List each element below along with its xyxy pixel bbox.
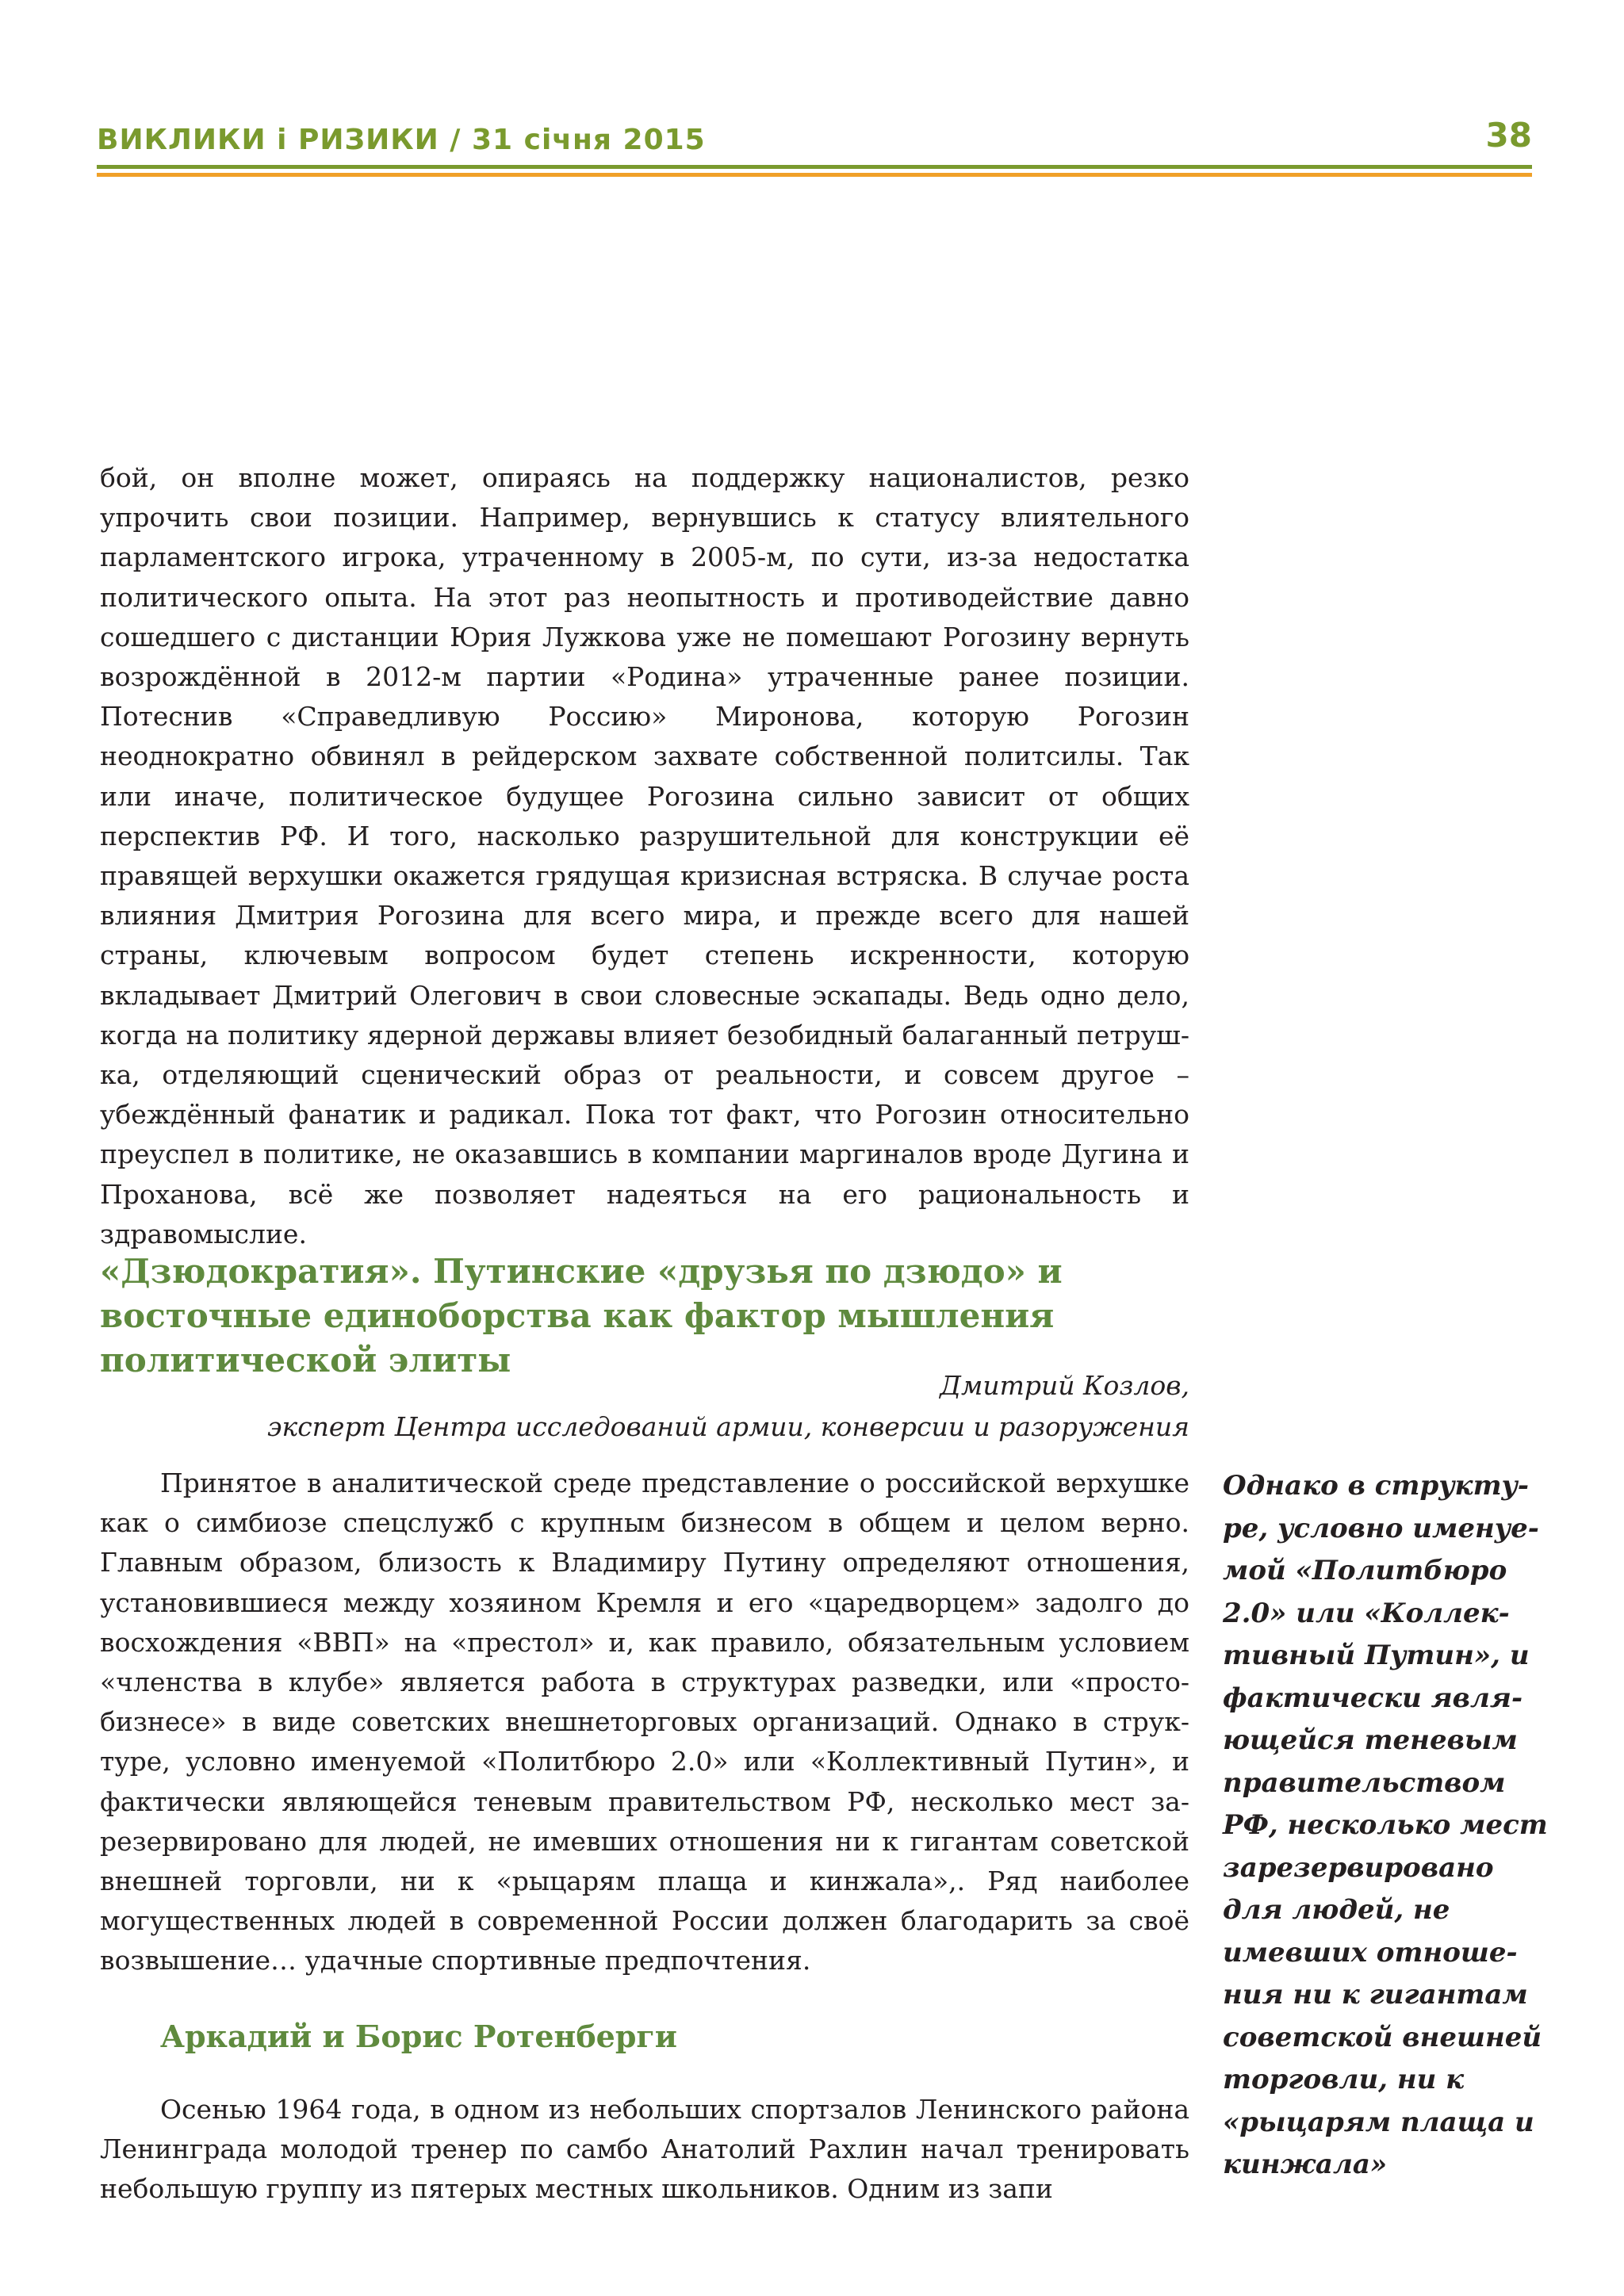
author-affiliation: эксперт Центра исследований армии, конверсии и разоружения xyxy=(267,1411,1189,1442)
author-name: Дмитрий Козлов, xyxy=(940,1370,1189,1401)
page-header xyxy=(97,111,1532,182)
page-number: 38 xyxy=(1485,116,1532,155)
sidebar-pull-quote: Однако в структуре, условно именуемой «Политбюро 2.0» или «Коллективный Путин», и фактически являющейся теневым правительством РФ, несколько мест зарезервировано для людей, не имевших отношения ни к гигантам советской внешней торговли, ни к «рыцарям плаща и кинжала» xyxy=(1223,1470,1548,2180)
section-title: «Дзюдократия». Путинские «друзья по дзюдо» и восточные единоборства как фактор мышления политической элиты xyxy=(100,1252,1063,1380)
header-rule-orange xyxy=(97,173,1532,177)
subsection-paragraph: Осенью 1964 года, в одном из небольших спортзалов Ленинского района Ленинграда молодой тренер по самбо Анатолий Рахлин начал тренировать небольшую группу из пятерых местных школьников. Одним из запи xyxy=(100,2094,1189,2205)
subheading: Аркадий и Борис Ротенберги xyxy=(160,2019,677,2054)
section-paragraph: Принятое в аналитической среде представление о российской верхушке как о симбиозе спецслужб с крупным бизнесом в общем и целом верно. Главным образом, близость к Владимиру Путину определяют отношения, установившиеся между хозяином Кремля и его «царедворцем» задолго до восхождения «ВВП» на «престол» и, как правило, обязательным условием «членства в клубе» является работа в структурах разведки, или «простобизнесе» в виде советских внешнеторговых организаций. Однако в структуре, условно именуемой «Политбюро 2.0» или «Коллективный Путин», и фактически являющейся теневым правительством РФ, несколько мест зарезервировано для людей, не имевших отношения ни к гигантам советской внешней торговли, ни к «рыцарям плаща и кинжала»,. Ряд наиболее могущественных людей в современной России должен благодарить за своё возвышение… удачные спортивные предпочтения. xyxy=(100,1468,1189,1976)
author-block xyxy=(100,1365,1189,1448)
publication-title: ВИКЛИКИ і РИЗИКИ / 31 січня 2015 xyxy=(97,124,706,156)
intro-paragraph: бой, он вполне может, опираясь на поддержку националистов, резко упрочить свои позиции. Например, вернувшись к статусу влиятельного парламентского игрока, утраченному в 2005-м, по сути, из-за недостатка политического опыта. На этот раз неопытность и противодействие давно сошедшего с дистанции Юрия Лужкова уже не помешают Рогозину вернуть возрождённой в 2012-м партии «Родина» утраченные ранее позиции. Потеснив «Справедливую Россию» Миронова, которую Рогозин неоднократно обвинял в рейдерском захвате собственной политсилы. Так или иначе, политическое будущее Рогозина сильно зависит от общих перспектив РФ. И того, насколько разрушительной для конструкции её правящей верхушки окажется грядущая кризисная встряска. В случае роста влияния Дмитрия Рогозина для всего мира, и прежде всего для нашей страны, ключевым вопросом будет степень искренности, которую вкладывает Дмитрий Олегович в свои словесные эскапады. Ведь одно дело, когда на политику ядерной державы влияет безобидный балаганный петрушка, отделяющий сценический образ от реальности, и совсем другое – убеждённый фанатик и радикал. Пока тот факт, что Рогозин относительно преуспел в политике, не оказавшись в компании маргиналов вроде Дугина и Проханова, всё же позволяет надеяться на его рациональность и здравомыслие. xyxy=(100,462,1189,1249)
header-rule-green xyxy=(97,165,1532,169)
